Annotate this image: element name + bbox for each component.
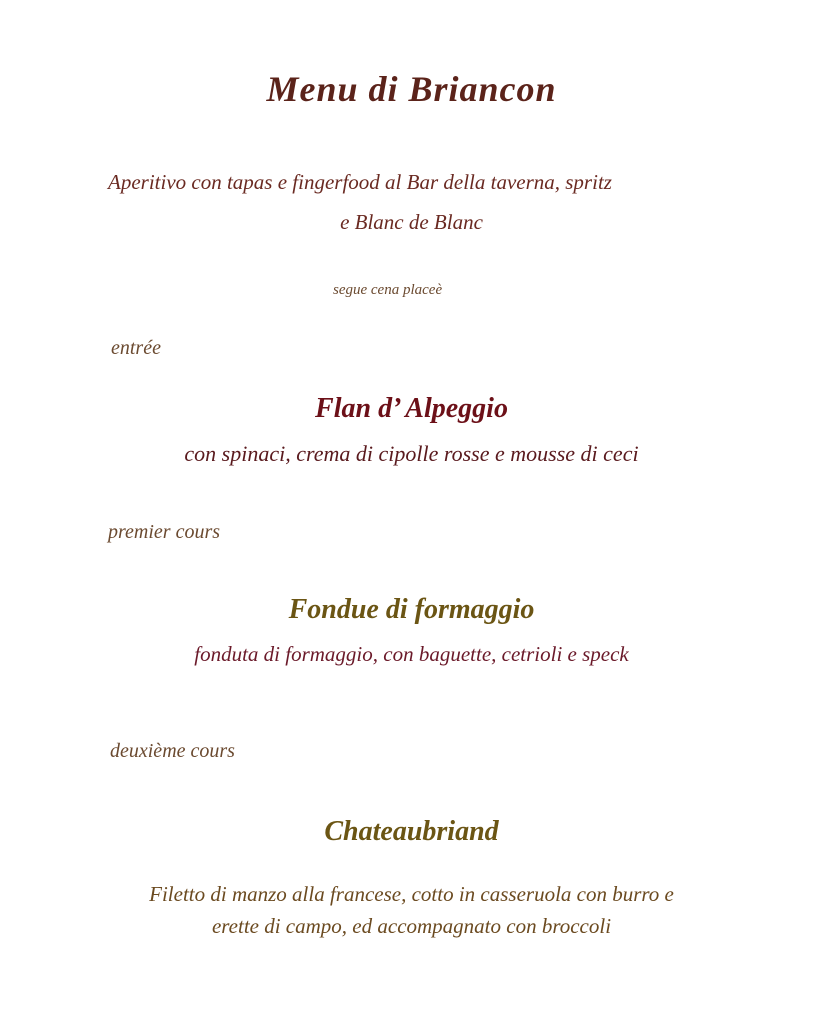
dish-description-flan: con spinaci, crema di cipolle rosse e mousse di ceci [184,441,639,466]
dish-name-chateaubriand: Chateaubriand [324,816,499,847]
dish-name-fondue: Fondue di formaggio [288,594,535,625]
menu-title: Menu di Briancon [266,69,557,109]
aperitivo-line-1: Aperitivo con tapas e fingerfood al Bar della taverna, spritz [108,170,612,194]
dish-description-fondue: fonduta di formaggio, con baguette, cetrioli e speck [194,642,629,666]
dish-description-chateaubriand-line-1: Filetto di manzo alla francese, cotto in casseruola con burro e [149,882,674,906]
aperitivo-line-2: e Blanc de Blanc [340,210,483,234]
course-label-deuxieme: deuxième cours [110,740,235,762]
dish-name-flan: Flan d’ Alpeggio [315,393,508,424]
course-label-entree: entrée [111,337,161,359]
dish-description-chateaubriand-line-2: erette di campo, ed accompagnato con broccoli [211,914,612,938]
segue-cena-note: segue cena placeè [333,282,443,298]
course-label-premier: premier cours [108,521,221,543]
